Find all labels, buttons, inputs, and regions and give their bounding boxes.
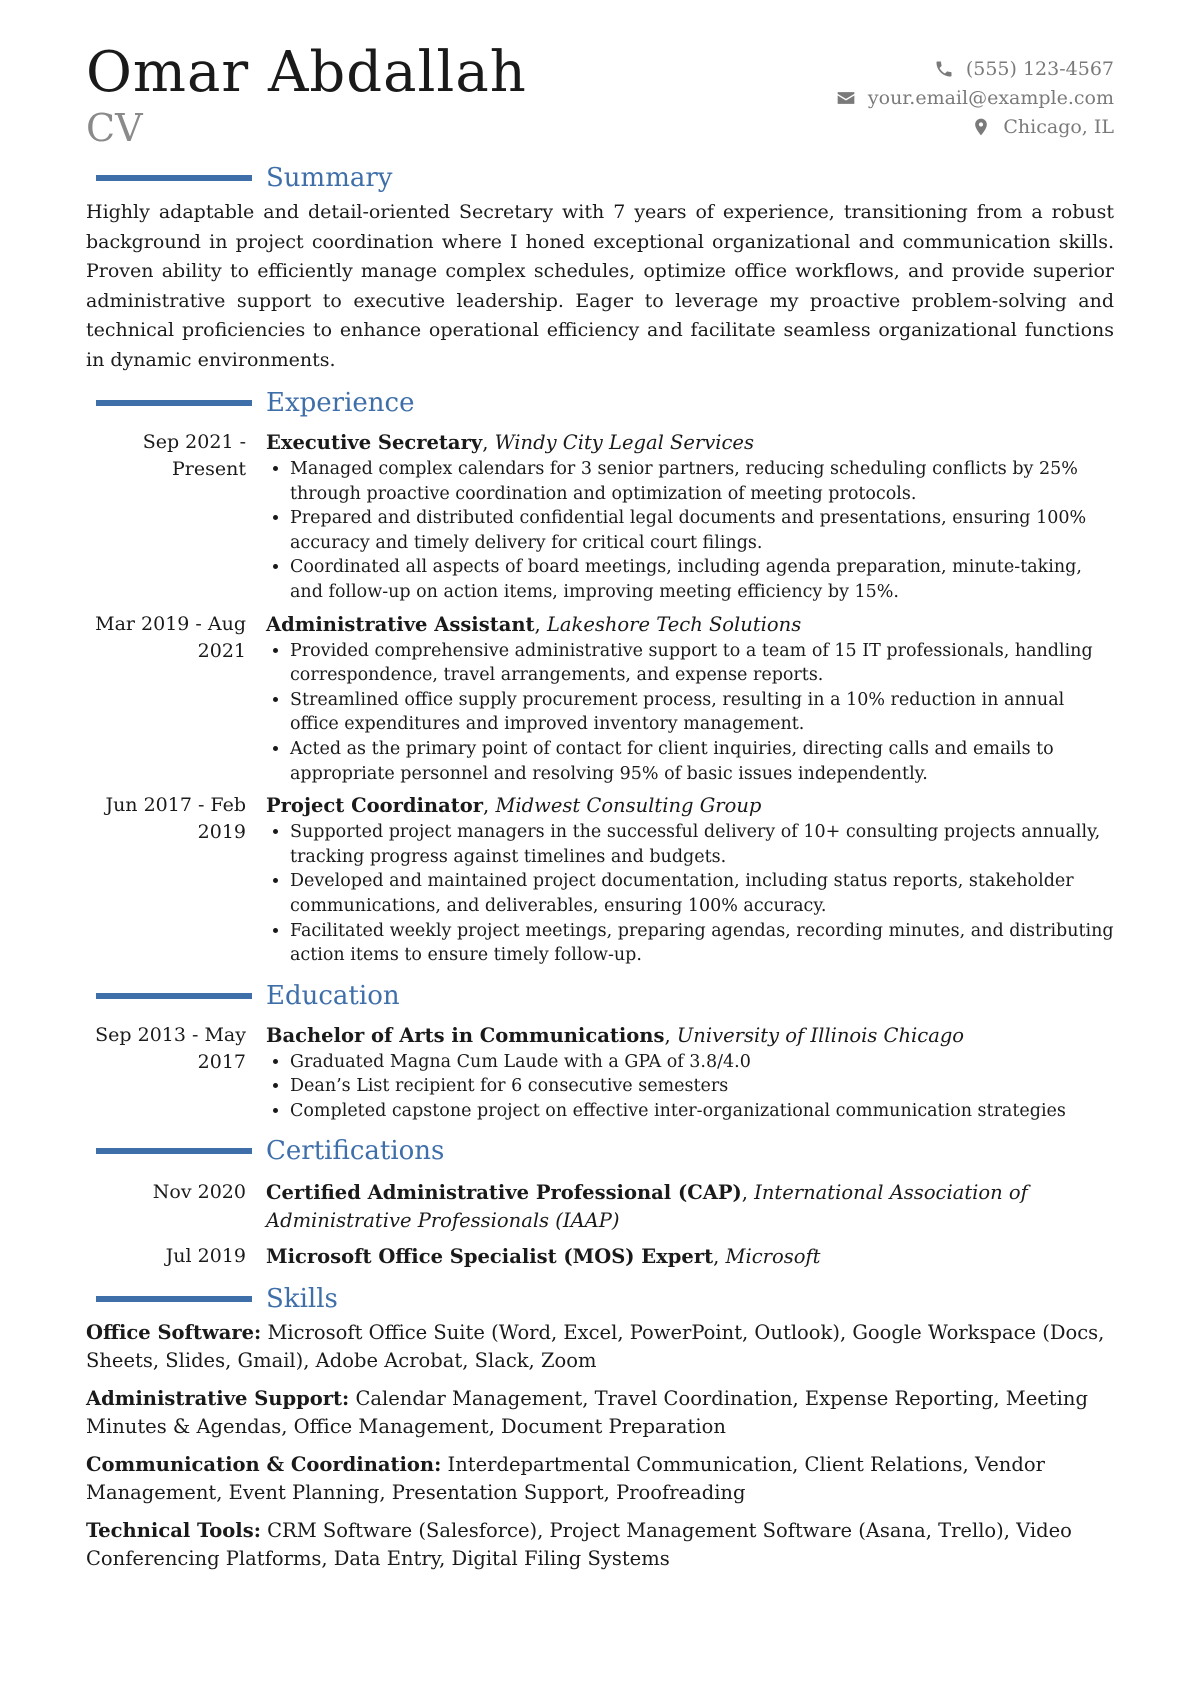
experience-entry — [86, 429, 1114, 605]
list-item: • Dean’s List recipient for 6 consecutive semesters — [290, 1074, 1114, 1099]
entry-heading: Bachelor of Arts in Communications, University of Illinois Chicago — [266, 1023, 965, 1047]
job-title: Administrative Assistant — [266, 612, 535, 636]
skill-list: CRM Software (Salesforce), Project Management Software (Asana, Trello), Video Conferencing Platforms, Data Entry, Digital Filing Systems — [86, 1519, 1072, 1571]
section-title: Skills — [266, 1284, 338, 1315]
candidate-name: Omar Abdallah — [86, 40, 527, 105]
list-item: • Completed capstone project on effective inter-organizational communication strategies — [290, 1099, 1114, 1124]
skill-label: Administrative Support: — [86, 1387, 350, 1411]
section-title: Education — [266, 980, 400, 1011]
job-title: Project Coordinator — [266, 794, 484, 818]
entry-body — [266, 429, 1114, 605]
institution: University of Illinois Chicago — [676, 1023, 965, 1047]
skill-label: Technical Tools: — [86, 1519, 261, 1543]
skill-label: Office Software: — [86, 1321, 262, 1345]
skill-label: Communication & Coordination: — [86, 1453, 442, 1477]
section-heading — [86, 1131, 1114, 1171]
entry-date: Jul 2019 — [165, 1245, 246, 1268]
contact-info — [836, 54, 1114, 141]
list-item: • Coordinated all aspects of board meetings, including agenda preparation, minute-taking, and follow-up on action items, improving meeting efficiency by 15%. — [290, 555, 1114, 604]
list-item: • Graduated Magna Cum Laude with a GPA of 3.8/4.0 — [290, 1050, 1114, 1075]
education-entry — [86, 1022, 1114, 1124]
bullet-list — [266, 457, 1114, 605]
experience-entry — [86, 792, 1114, 968]
list-item: • Prepared and distributed confidential legal documents and presentations, ensuring 100% accuracy and timely delivery for critical court filings. — [290, 506, 1114, 555]
section-heading — [86, 383, 1114, 423]
entry-heading: Certified Administrative Professional (CAP), International Association of Administrative Professionals (IAAP) — [266, 1181, 1028, 1233]
education-section — [86, 976, 1114, 1124]
contact-location — [836, 112, 1114, 141]
section-accent-bar — [96, 993, 252, 999]
list-item: • Supported project managers in the successful delivery of 10+ consulting projects annually, tracking progress against timelines and budgets. — [290, 820, 1114, 869]
section-accent-bar — [96, 1148, 252, 1154]
section-title: Experience — [266, 388, 415, 418]
document-subtitle: CV — [86, 106, 143, 150]
entry-heading: Executive Secretary, Windy City Legal Services — [266, 431, 754, 454]
entry-heading: Administrative Assistant, Lakeshore Tech Solutions — [266, 612, 802, 636]
section-heading — [86, 976, 1114, 1016]
envelope-icon — [836, 88, 856, 108]
certification-entry — [86, 1243, 1114, 1271]
entry-date: Sep 2021 - Present — [142, 431, 246, 480]
location-text: Chicago, IL — [1003, 115, 1114, 138]
skills-section — [86, 1279, 1114, 1573]
resume-header — [86, 40, 1114, 158]
entry-date: Mar 2019 - Aug 2021 — [95, 612, 246, 662]
list-item: • Acted as the primary point of contact for client inquiries, directing calls and emails to appropriate personnel and resolving 95% of basic issues independently. — [290, 737, 1114, 786]
section-heading — [86, 158, 1114, 198]
organization: Lakeshore Tech Solutions — [546, 612, 802, 636]
skill-group — [86, 1385, 1114, 1441]
contact-email — [836, 83, 1114, 112]
issuer: Microsoft — [725, 1245, 821, 1269]
certification-entry — [86, 1179, 1114, 1235]
skill-list: Interdepartmental Communication, Client Relations, Vendor Management, Event Planning, Presentation Support, Proofreading — [86, 1453, 1045, 1505]
entry-heading: Project Coordinator, Midwest Consulting Group — [266, 794, 762, 818]
section-title: Certifications — [266, 1136, 445, 1167]
degree-title: Bachelor of Arts in Communications — [266, 1023, 665, 1047]
skill-list: Calendar Management, Travel Coordination, Expense Reporting, Meeting Minutes & Agendas, Office Management, Document Preparation — [86, 1387, 1088, 1439]
entry-body — [266, 611, 1114, 787]
bullet-list — [266, 1050, 1114, 1124]
section-accent-bar — [96, 175, 252, 181]
section-accent-bar — [96, 400, 252, 406]
bullet-list — [266, 639, 1114, 787]
skill-group — [86, 1319, 1114, 1375]
certifications-section — [86, 1131, 1114, 1271]
list-item: • Provided comprehensive administrative support to a team of 15 IT professionals, handling correspondence, travel arrangements, and expense reports. — [290, 639, 1114, 688]
organization: Windy City Legal Services — [494, 431, 754, 454]
list-item: • Developed and maintained project documentation, including status reports, stakeholder communications, and deliverables, ensuring 100% accuracy. — [290, 869, 1114, 918]
entry-body — [266, 1179, 1114, 1235]
resume-page — [86, 40, 1114, 1583]
entry-date: Jun 2017 - Feb 2019 — [105, 794, 246, 844]
entry-date: Nov 2020 — [152, 1181, 246, 1204]
certification-title: Microsoft Office Specialist (MOS) Expert — [266, 1245, 714, 1269]
entry-heading: Microsoft Office Specialist (MOS) Expert, Microsoft — [266, 1245, 821, 1269]
skill-group — [86, 1451, 1114, 1507]
summary-text: Highly adaptable and detail-oriented Secretary with 7 years of experience, transitioning from a robust background in project coordination where I honed exceptional organizational and communication skills. Proven ability to efficiently manage complex schedules, optimize office workflows, and provide superior administrative support to executive leadership. Eager to leverage my proactive problem-solving and technical proficiencies to enhance operational efficiency and facilitate seamless organizational functions in dynamic environments. — [86, 201, 1114, 371]
skill-group — [86, 1517, 1114, 1573]
list-item: • Managed complex calendars for 3 senior partners, reducing scheduling conflicts by 25% through proactive coordination and optimization of meeting protocols. — [290, 457, 1114, 506]
entry-body — [266, 1243, 1114, 1271]
phone-icon — [934, 59, 954, 79]
summary-section — [86, 158, 1114, 375]
phone-number: (555) 123-4567 — [965, 57, 1114, 80]
section-accent-bar — [96, 1296, 252, 1302]
list-item: • Facilitated weekly project meetings, preparing agendas, recording minutes, and distributing action items to ensure timely follow-up. — [290, 919, 1114, 968]
experience-section — [86, 383, 1114, 968]
section-heading — [86, 1279, 1114, 1319]
contact-phone — [836, 54, 1114, 83]
organization: Midwest Consulting Group — [495, 794, 762, 818]
issuer: International Association of Administrative Professionals (IAAP) — [266, 1181, 1028, 1233]
experience-entry — [86, 611, 1114, 787]
list-item: • Streamlined office supply procurement process, resulting in a 10% reduction in annual office expenditures and improved inventory management. — [290, 688, 1114, 737]
section-title: Summary — [266, 163, 393, 193]
bullet-list — [266, 820, 1114, 968]
map-pin-icon — [971, 117, 991, 137]
skill-list: Microsoft Office Suite (Word, Excel, PowerPoint, Outlook), Google Workspace (Docs, Sheets, Slides, Gmail), Adobe Acrobat, Slack, Zoom — [86, 1321, 1105, 1373]
entry-body — [266, 792, 1114, 968]
entry-date: Sep 2013 - May 2017 — [95, 1023, 246, 1073]
entry-body — [266, 1022, 1114, 1124]
certification-title: Certified Administrative Professional (CAP) — [266, 1181, 742, 1205]
job-title: Executive Secretary — [266, 431, 483, 454]
email-address: your.email@example.com — [867, 86, 1114, 109]
